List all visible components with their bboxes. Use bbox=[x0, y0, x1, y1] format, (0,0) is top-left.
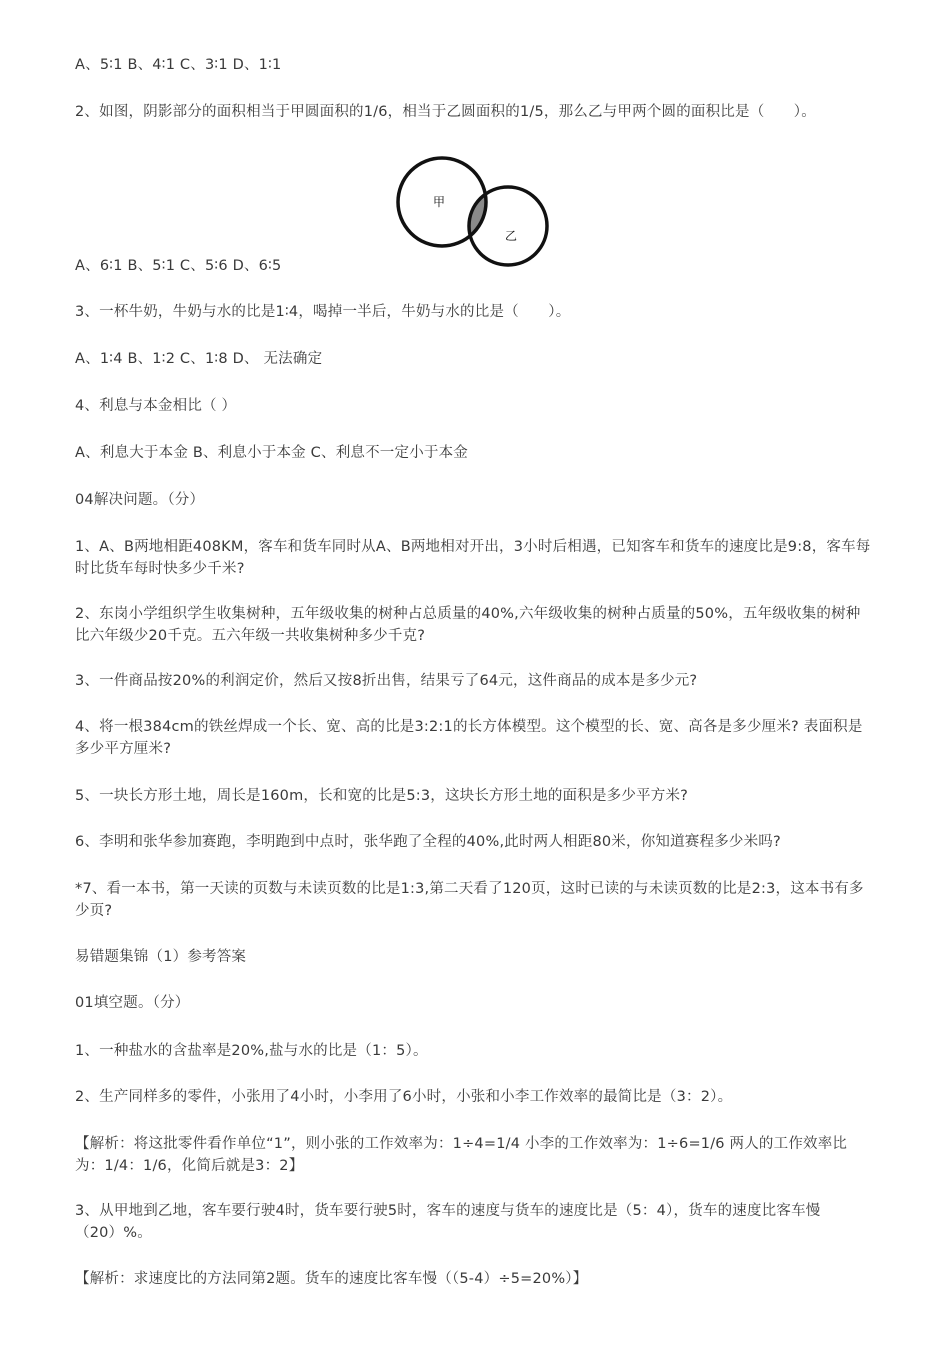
answer-2: 2、生产同样多的零件，小张用了4小时，小李用了6小时，小张和小李工作效率的最简比是（3：2）。 bbox=[75, 1089, 733, 1105]
q1-options: A、5∶1 B、4∶1 C、3∶1 D、1∶1 bbox=[75, 57, 282, 73]
q4-options: A、利息大于本金 B、利息小于本金 C、利息不一定小于本金 bbox=[75, 445, 469, 461]
answers-title: 易错题集锦（1）参考答案 bbox=[75, 949, 247, 965]
answer-3-note: 【解析：求速度比的方法同第2题。货车的速度比客车慢（（5-4）÷5=20%）】 bbox=[75, 1271, 588, 1287]
q2-options: A、6∶1 B、5∶1 C、5∶6 D、6∶5 bbox=[75, 258, 282, 274]
question-4: 4、利息与本金相比（ ） bbox=[75, 398, 237, 414]
problem-3: 3、一件商品按20%的利润定价，然后又按8折出售，结果亏了64元，这件商品的成本是多少元? bbox=[75, 673, 698, 689]
problem-1: 1、A、B两地相距408KM，客车和货车同时从A、B两地相对开出，3小时后相遇，已知客车和货车的速度比是9:8，客车每时比货车每时快多少千米? bbox=[75, 539, 871, 577]
problem-2: 2、东岗小学组织学生收集树种，五年级收集的树种占总质量的40%,六年级收集的树种占质量的50%，五年级收集的树种比六年级少20千克。五六年级一共收集树种多少千克? bbox=[75, 606, 861, 644]
section-01-heading: 01填空题。（分） bbox=[75, 995, 190, 1011]
answer-1: 1、一种盐水的含盐率是20%,盐与水的比是（1：5）。 bbox=[75, 1043, 428, 1059]
answer-3: 3、从甲地到乙地，客车要行驶4时，货车要行驶5时，客车的速度与货车的速度比是（5：4），货车的速度比客车慢（20）%。 bbox=[75, 1203, 821, 1241]
answer-2-note: 【解析：将这批零件看作单位“1”，则小张的工作效率为：1÷4=1/4 小李的工作效率为：1÷6=1/6 两人的工作效率比为：1/4：1/6，化简后就是3：2】 bbox=[75, 1136, 848, 1174]
circle-yi-label: 乙 bbox=[504, 229, 518, 243]
q3-options: A、1∶4 B、1∶2 C、1∶8 D、 无法确定 bbox=[75, 351, 323, 367]
problem-5: 5、一块长方形土地，周长是160m，长和宽的比是5:3，这块长方形土地的面积是多少平方米? bbox=[75, 788, 689, 804]
problem-4: 4、将一根384cm的铁丝焊成一个长、宽、高的比是3:2:1的长方体模型。这个模型的长、宽、高各是多少厘米? 表面积是多少平方厘米? bbox=[75, 719, 863, 757]
circle-jia-label: 甲 bbox=[432, 195, 446, 209]
venn-figure bbox=[395, 148, 555, 243]
two-circles-diagram bbox=[395, 148, 555, 258]
problem-7: *7、看一本书，第一天读的页数与未读页数的比是1:3,第二天看了120页，这时已读的与未读页数的比是2:3，这本书有多少页? bbox=[75, 881, 864, 919]
problem-6: 6、李明和张华参加赛跑，李明跑到中点时，张华跑了全程的40%,此时两人相距80米，你知道赛程多少米吗? bbox=[75, 834, 781, 850]
section-04-heading: 04解决问题。（分） bbox=[75, 492, 205, 508]
question-3: 3、一杯牛奶，牛奶与水的比是1∶4，喝掉一半后，牛奶与水的比是（ ）。 bbox=[75, 304, 571, 320]
question-2: 2、如图，阴影部分的面积相当于甲圆面积的1/6，相当于乙圆面积的1/5，那么乙与甲两个圆的面积比是（ ）。 bbox=[75, 104, 816, 120]
